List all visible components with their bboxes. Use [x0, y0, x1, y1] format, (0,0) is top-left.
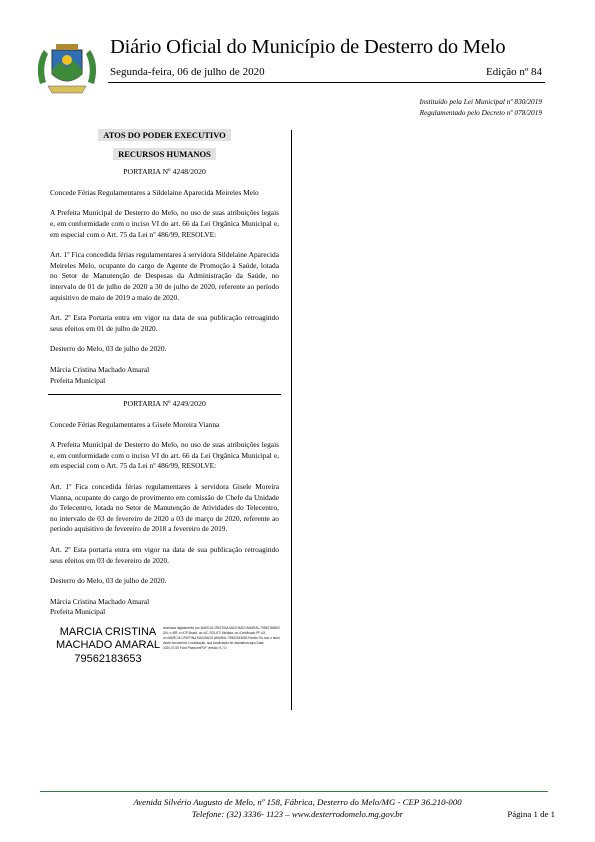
publication-date: Segunda-feira, 06 de julho de 2020	[110, 66, 265, 78]
institution-law: Instituído pela Lei Municipal nº 830/2019	[419, 97, 542, 106]
portaria-preamble: A Prefeita Municipal de Desterro do Melo, no uso de suas atribuições legais e, em conformidade com o inciso VI do art. 66 da Lei Orgânica Municipal e, em especial com o Art. 75 da Lei nº 486/99, RESOLVE:	[50, 208, 279, 239]
municipal-crest-icon	[34, 40, 100, 98]
section-heading-executive: ATOS DO PODER EXECUTIVO	[50, 130, 279, 141]
portaria-preamble: A Prefeita Municipal de Desterro do Melo, no uso de suas atribuições legais e, em conformidade com o inciso VI do art. 66 da Lei Orgânica Municipal e, em especial com o Art. 75 da Lei nº 486/99, RESOLVE:	[50, 440, 279, 471]
signer-role: Prefeita Municipal	[50, 607, 106, 617]
signer-role: Prefeita Municipal	[50, 375, 106, 385]
digital-signature-name: MARCIA CRISTINA MACHADO AMARAL	[56, 626, 160, 651]
portaria-title: PORTARIA Nº 4248/2020	[123, 167, 206, 177]
footer-contact: Telefone: (32) 3336- 1123 – www.desterrodomelo.mg.gov.br	[191, 809, 404, 819]
digital-signature-number: 79562183653	[74, 653, 142, 665]
main-column	[50, 130, 279, 666]
portaria-article-2: Art. 2º Esta portaria entra em vigor na data de sua publicação retroagindo seus efeitos em 03 de fevereiro de 2020.	[50, 545, 279, 565]
portaria-ementa: Concede Férias Regulamentares a Sildelaine Aparecida Meireles Melo	[50, 187, 259, 197]
portaria-place-date: Desterro do Melo, 03 de julho de 2020.	[50, 576, 167, 586]
portaria-separator	[48, 394, 281, 395]
institution-decree: Regulamentado pelo Decreto nº 078/2019	[419, 108, 542, 117]
portaria-title: PORTARIA Nº 4249/2020	[123, 399, 206, 409]
signer-name: Márcia Cristina Machado Amaral	[50, 364, 150, 374]
portaria-article-1: Art. 1º Fica concedida férias regulamentares à servidora Sildelaine Aparecida Meireles Melo, ocupante do cargo de Agente de Promoção à Saúde, lotada no Setor de Manutenção de Despesas da Administração da Saúde, no intervalo de 01 de julho de 2020 a 30 de julho de 2020, referente ao período aquisitivo de maio de 2019 a maio de 2020.	[50, 250, 279, 302]
digital-signature-stamp	[50, 622, 279, 666]
digital-signature-details: Assinado digitalmente por MARCIA CRISTINA MACHADO AMARAL:79562183653 DN: c=BR, o=ICP-Brasil, ou=AC SOLUTI Multipla, ou=Certificado PF A3, cn=MARCIA CRISTINA MACHADO AMARAL:79562183653 Razão: Eu sou o autor deste documento Localização: sua localização de assinatura aqui Data: 2020.07.06 Foxit PhantomPDF Versão: 9.7.0	[163, 626, 281, 650]
institution-note	[420, 96, 542, 118]
header-divider	[108, 82, 545, 83]
portaria-place-date: Desterro do Melo, 03 de julho de 2020.	[50, 344, 167, 354]
page-number: Página 1 de 1	[507, 809, 555, 819]
portaria-article-2: Art. 2º Esta Portaria entra em vigor na data de sua publicação retroagindo seus efeitos em 01 de julho de 2020.	[50, 313, 279, 333]
signature-block	[50, 365, 279, 386]
column-divider	[291, 130, 292, 710]
footer-address: Avenida Silvério Augusto de Melo, nº 158, Fábrica, Desterro do Melo/MG - CEP 36.210-000	[133, 797, 462, 807]
signature-block	[50, 597, 279, 618]
signer-name: Márcia Cristina Machado Amaral	[50, 596, 150, 606]
footer-divider	[40, 791, 548, 792]
section-heading-hr: RECURSOS HUMANOS	[50, 149, 279, 160]
portaria-article-1: Art. 1º Fica concedida férias regulamentares à servidora Gisele Moreira Vianna, ocupante do cargo de provimento em comissão de Chefe da Unidade do Telecentro, lotada no Setor de Manutenção de Atividades do Telecentro, no intervalo de 03 de fevereiro de 2020 a 03 de março de 2020, referente ao período aquisitivo de fevereiro de 2018 a fevereiro de 2019.	[50, 482, 279, 534]
portaria-ementa: Concede Férias Regulamentares a Gisele Moreira Vianna	[50, 419, 220, 429]
newspaper-title: Diário Oficial do Município de Desterro do Melo	[110, 36, 506, 58]
edition-number: Edição nº 84	[486, 66, 542, 78]
